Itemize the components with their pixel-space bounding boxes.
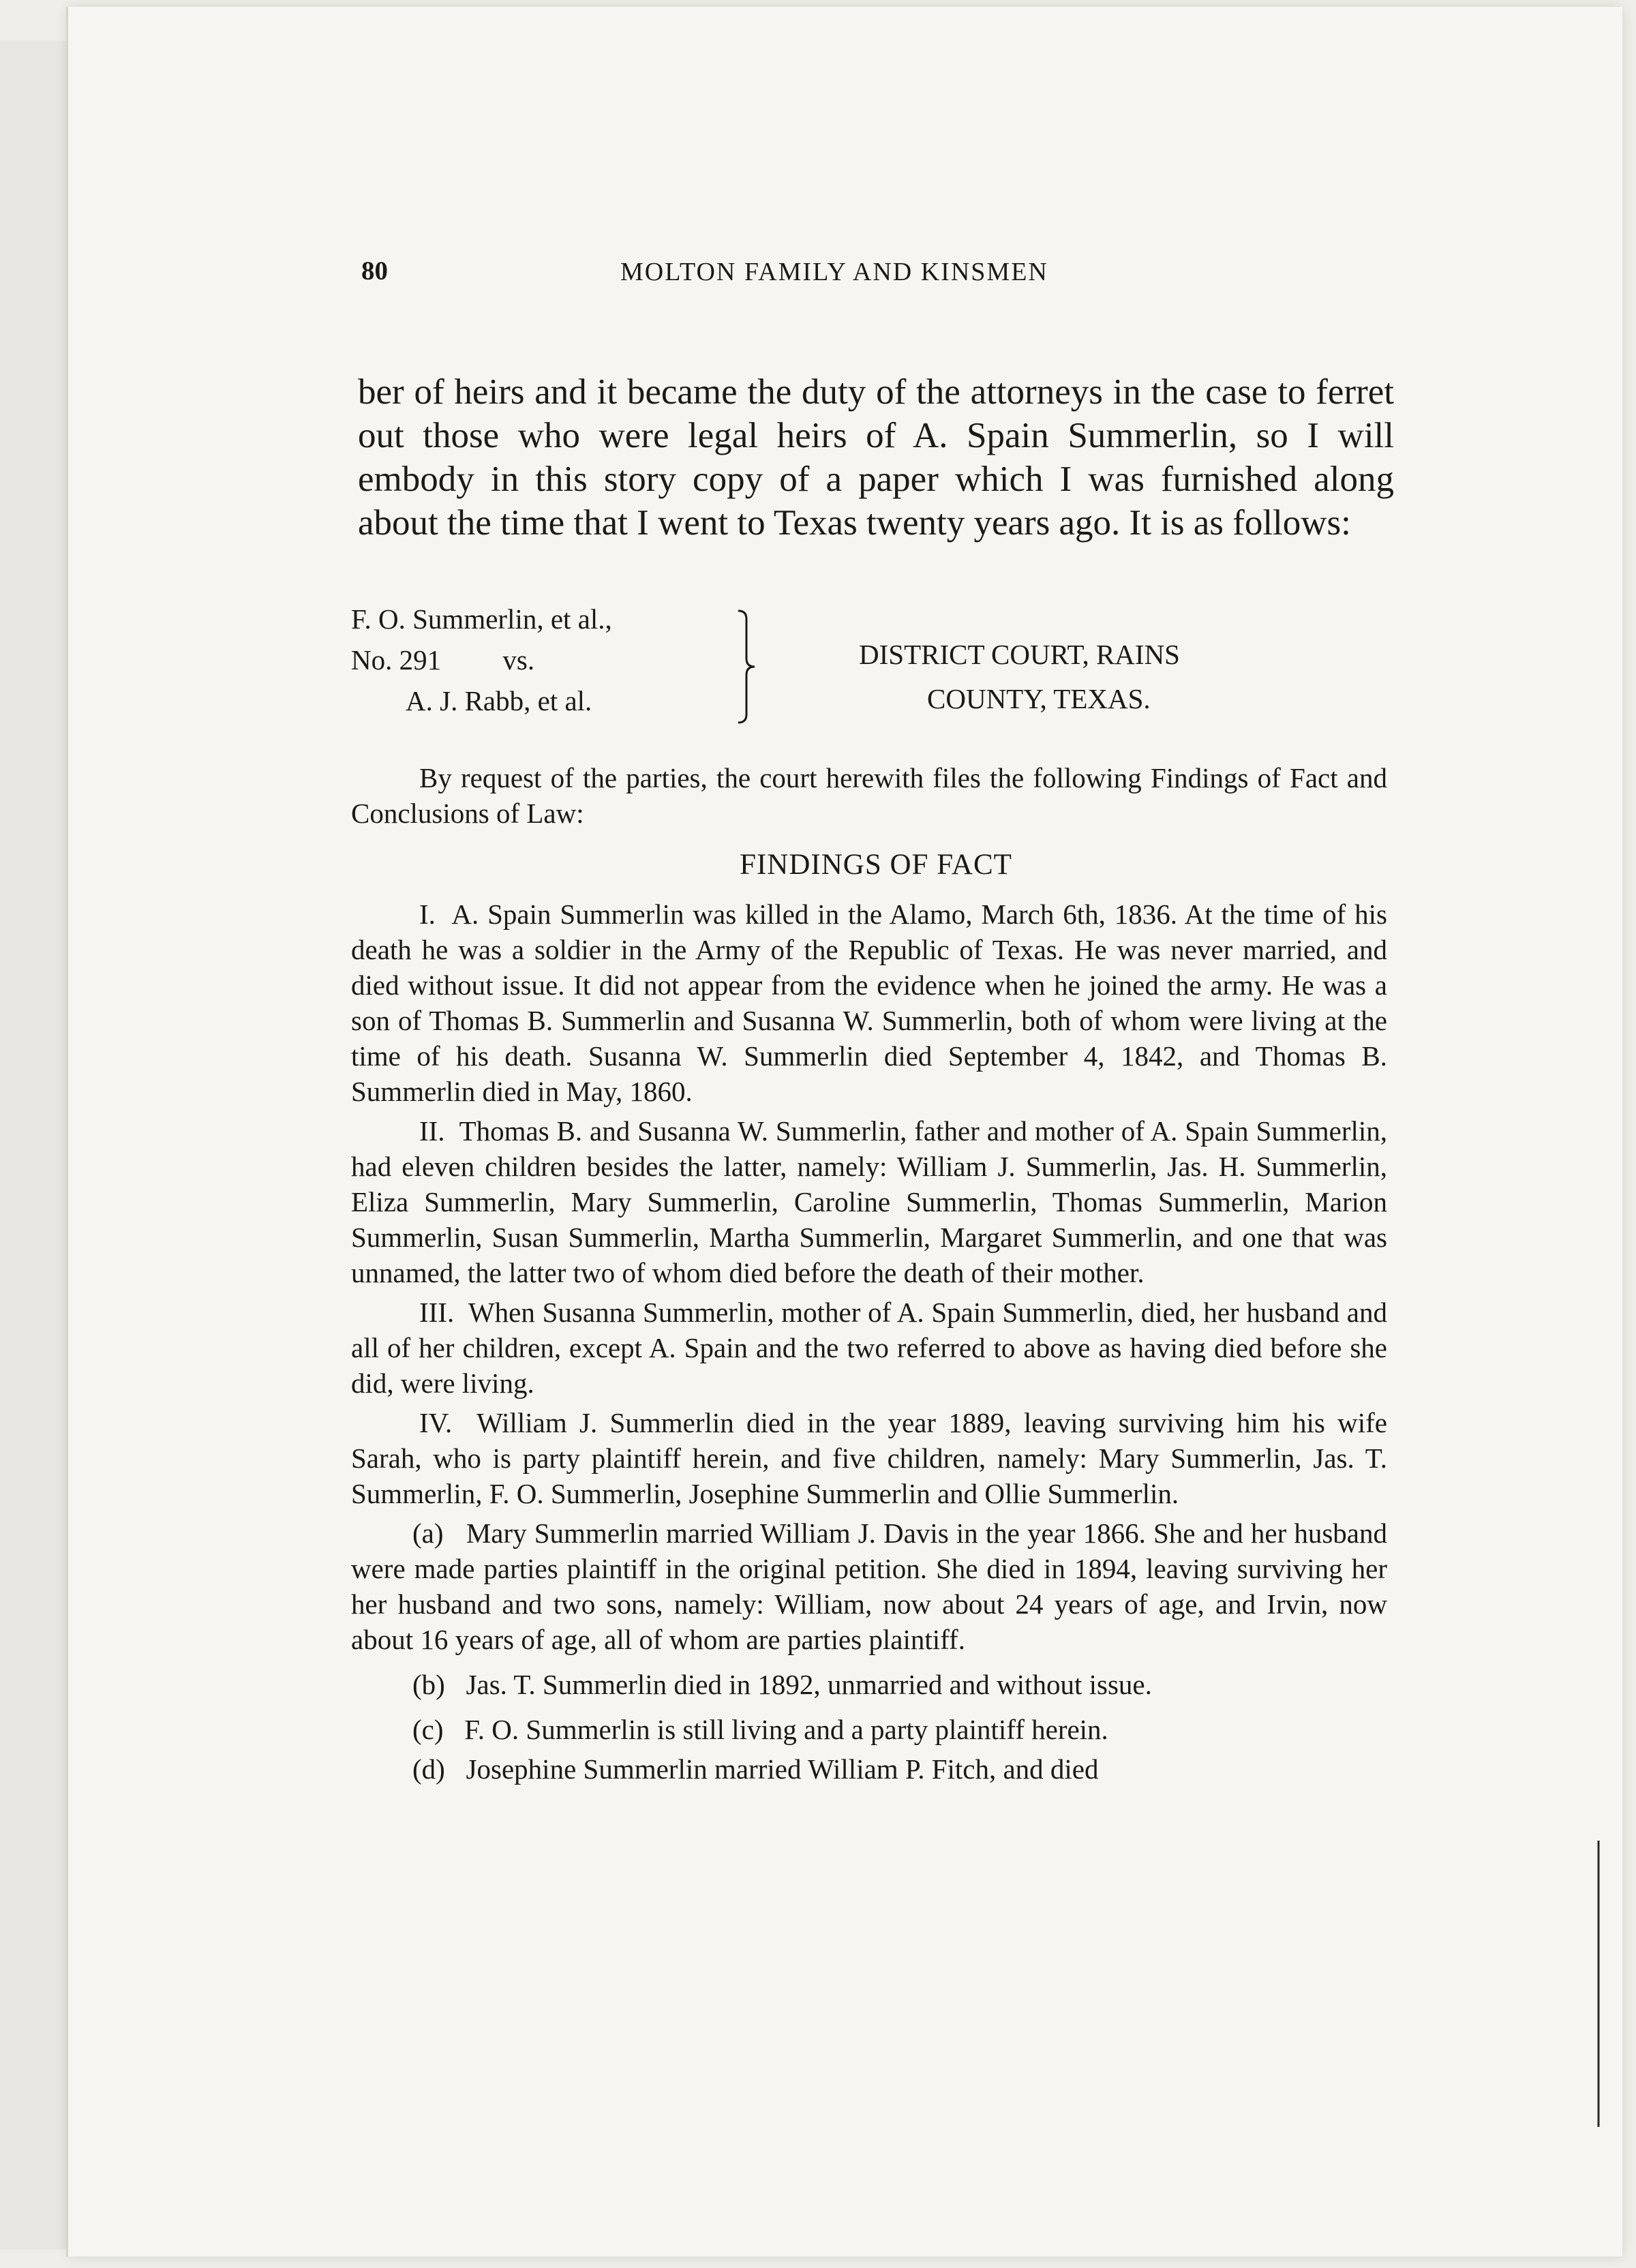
running-title: MOLTON FAMILY AND KINSMEN xyxy=(620,258,1048,286)
sub-item-paragraph xyxy=(351,1515,1387,1657)
defendant-name: A. J. Rabb, et al. xyxy=(406,685,592,716)
court-county: COUNTY, TEXAS. xyxy=(927,683,1151,714)
intro-paragraph: ber of heirs and it became the duty of the attorneys in the case to ferret out those who were legal heirs of A. Spain Summerlin, so I will embody in this story copy of a paper which I was furnished along about the time that I went to Texas twenty years ago. It is as follows: xyxy=(358,372,1394,543)
sub-item-label: (d) xyxy=(412,1753,445,1785)
sub-item-paragraph xyxy=(351,1712,1387,1747)
sub-item-text: F. O. Summerlin is still living and a party plaintiff herein. xyxy=(464,1714,1108,1745)
finding-text: Thomas B. and Susanna W. Summerlin, father and mother of A. Spain Summerlin, had eleven children besides the latter, namely: William J. Summerlin, Jas. H. Summerlin, Eliza Summerlin, Mary Summerlin, Caroline Summerlin, Thomas Summerlin, Marion Summerlin, Susan Summerlin, Martha Summerlin, Margaret Summerlin, and one that was unnamed, the latter two of whom died before the death of their mother. xyxy=(351,1115,1388,1288)
finding-paragraph xyxy=(351,896,1387,1109)
sub-item-text: Mary Summerlin married William J. Davis in the year 1866. She and her husband were made parties plaintiff in the original petition. She died in 1894, leaving surviving her her husband and two sons, namely: William, now about 24 years of age, and Irvin, now about 16 years of age, all of whom are parties plaintiff. xyxy=(351,1517,1387,1655)
case-parties xyxy=(351,599,760,721)
sub-item-label: (b) xyxy=(412,1669,445,1700)
sub-item-text: Josephine Summerlin married William P. Fitch, and died xyxy=(466,1753,1099,1785)
finding-numeral: III. xyxy=(419,1297,455,1328)
versus: vs. xyxy=(502,644,535,676)
section-heading: FINDINGS OF FACT xyxy=(740,849,1012,881)
finding-paragraph xyxy=(351,1113,1387,1290)
court-block xyxy=(859,633,1418,721)
findings-body xyxy=(351,760,1387,1791)
sub-item-text: Jas. T. Summerlin died in 1892, unmarried and without issue. xyxy=(466,1669,1152,1700)
sub-item-label: (c) xyxy=(412,1714,444,1745)
finding-paragraph xyxy=(351,1295,1387,1401)
finding-text: A. Spain Summerlin was killed in the Alamo, March 6th, 1836. At the time of his death he was a soldier in the Army of the Republic of Texas. He was never married, and died without issue. It did not appear from the evidence when he joined the army. He was a son of Thomas B. Summerlin and Susanna W. Summerlin, both of whom were living at the time of his death. Susanna W. Summerlin died September 4, 1842, and Thomas B. Summerlin died in May, 1860. xyxy=(351,898,1387,1107)
case-number-line xyxy=(351,639,760,680)
sub-item-paragraph xyxy=(351,1751,1387,1787)
plaintiff-line xyxy=(351,599,760,639)
defendant-line xyxy=(351,680,760,721)
caption-brace xyxy=(733,608,760,725)
finding-text: William J. Summerlin died in the year 1889, leaving surviving him his wife Sarah, who is party plaintiff herein, and five children, namely: Mary Summerlin, Jas. T. Summerlin, F. O. Summerlin, Josephine Summerlin and Ollie Summerlin. xyxy=(351,1407,1387,1509)
case-caption xyxy=(351,599,1428,735)
finding-numeral: IV. xyxy=(419,1407,453,1438)
finding-text: When Susanna Summerlin, mother of A. Spain Summerlin, died, her husband and all of her children, except A. Spain and the two referred to above as having died before she did, were living. xyxy=(351,1297,1387,1399)
preamble: By request of the parties, the court herewith files the following Findings of Fact and Conclusions of Law: xyxy=(351,762,1387,829)
page-header xyxy=(361,256,1397,297)
finding-numeral: II. xyxy=(419,1115,445,1147)
plaintiff-name: F. O. Summerlin, et al., xyxy=(351,603,612,635)
sub-item-label: (a) xyxy=(412,1517,444,1549)
sub-item-paragraph xyxy=(351,1667,1387,1702)
finding-paragraph xyxy=(351,1405,1387,1511)
case-number: No. 291 xyxy=(351,644,442,676)
finding-numeral: I. xyxy=(419,898,436,930)
right-margin-rule xyxy=(1595,1841,1602,2127)
page-number: 80 xyxy=(361,256,388,286)
court-name: DISTRICT COURT, RAINS xyxy=(859,639,1180,670)
